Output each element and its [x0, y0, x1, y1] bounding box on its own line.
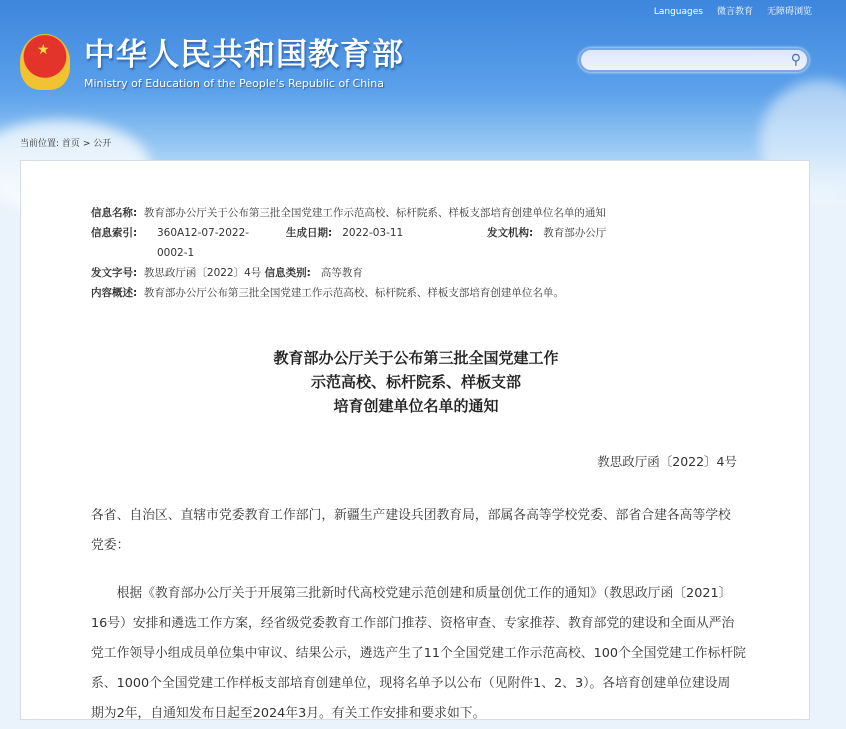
search-icon[interactable]: ⚲	[790, 52, 801, 68]
star-icon: ★	[37, 42, 50, 58]
breadcrumb-label: 当前位置:	[20, 139, 60, 149]
category-value: 高等教育	[320, 267, 363, 279]
meta-summary	[91, 283, 564, 303]
weiyan-link[interactable]: 微言教育	[716, 7, 753, 17]
top-links	[654, 6, 812, 18]
breadcrumb-public[interactable]: 公开	[93, 139, 112, 149]
docno-value: 教思政厅函〔2022〕4号	[143, 267, 262, 279]
date-value: 2022-03-11	[342, 227, 404, 239]
site-title[interactable]: 中华人民共和国教育部	[84, 37, 404, 73]
index-line1: 360A12-07-2022-	[157, 227, 250, 239]
label: 信息类别:	[264, 267, 311, 279]
breadcrumb-separator: >	[82, 139, 91, 149]
label: 信息名称:	[91, 207, 138, 219]
text-line: 根据《教育部办公厅关于开展第三批新时代高校党建示范创建和质量创优工作的通知》（教思政厅函〔2021〕	[91, 586, 732, 601]
national-emblem-logo	[20, 34, 70, 90]
document-number: 教思政厅函〔2022〕4号	[597, 454, 737, 469]
title-line: 教育部办公厅关于公布第三批全国党建工作	[273, 349, 559, 367]
content-panel	[20, 160, 810, 720]
label: 信息索引:	[91, 227, 138, 239]
org-value: 教育部办公厅	[543, 227, 607, 239]
search-input[interactable]	[579, 48, 809, 72]
label: 内容概述:	[91, 287, 138, 299]
label: 发文字号:	[91, 267, 138, 279]
title-line: 培育创建单位名单的通知	[333, 397, 499, 415]
meta-date	[286, 223, 403, 243]
meta-index-label	[91, 223, 137, 243]
meta-org	[487, 223, 606, 243]
text-line: 党委：	[91, 538, 130, 553]
text-line: 期为2年，自通知发布日起至2024年3月。有关工作安排和要求如下。	[91, 706, 486, 721]
info-name: 教育部办公厅关于公布第三批全国党建工作示范高校、标杆院系、样板支部培育创建单位名单的通知	[143, 207, 606, 219]
text-line: 党工作领导小组成员单位集中审议、结果公示，遴选产生了11个全国党建工作示范高校、100个全国党建工作标杆院	[91, 646, 746, 661]
languages-link[interactable]: Languages	[653, 7, 703, 17]
recipients	[91, 501, 751, 561]
meta-docno	[91, 263, 363, 283]
meta-name-row	[91, 203, 606, 223]
document-title	[21, 346, 811, 418]
body-paragraph	[91, 579, 751, 729]
label: 生成日期:	[286, 227, 333, 239]
label: 发文机构:	[487, 227, 534, 239]
info-index	[157, 223, 249, 263]
breadcrumb-home[interactable]: 首页	[61, 139, 80, 149]
breadcrumb	[20, 138, 111, 150]
title-line: 示范高校、标杆院系、样板支部	[310, 373, 521, 391]
text-line: 各省、自治区、直辖市党委教育工作部门，新疆生产建设兵团教育局，部属各高等学校党委、部省合建各高等学校	[91, 508, 731, 523]
summary-value: 教育部办公厅公布第三批全国党建工作示范高校、标杆院系、样板支部培育创建单位名单。	[143, 287, 564, 299]
index-line2: 0002-1	[157, 247, 195, 259]
accessibility-link[interactable]: 无障碍浏览	[766, 7, 812, 17]
text-line: 系、1000个全国党建工作样板支部培育创建单位，现将名单予以公布（见附件1、2、3）。各培育创建单位建设周	[91, 676, 731, 691]
site-subtitle: Ministry of Education of the People's Republic of China	[84, 77, 384, 90]
text-line: 16号）安排和遴选工作方案，经省级党委教育工作部门推荐、资格审查、专家推荐、教育部党的建设和全面从严治	[91, 616, 735, 631]
